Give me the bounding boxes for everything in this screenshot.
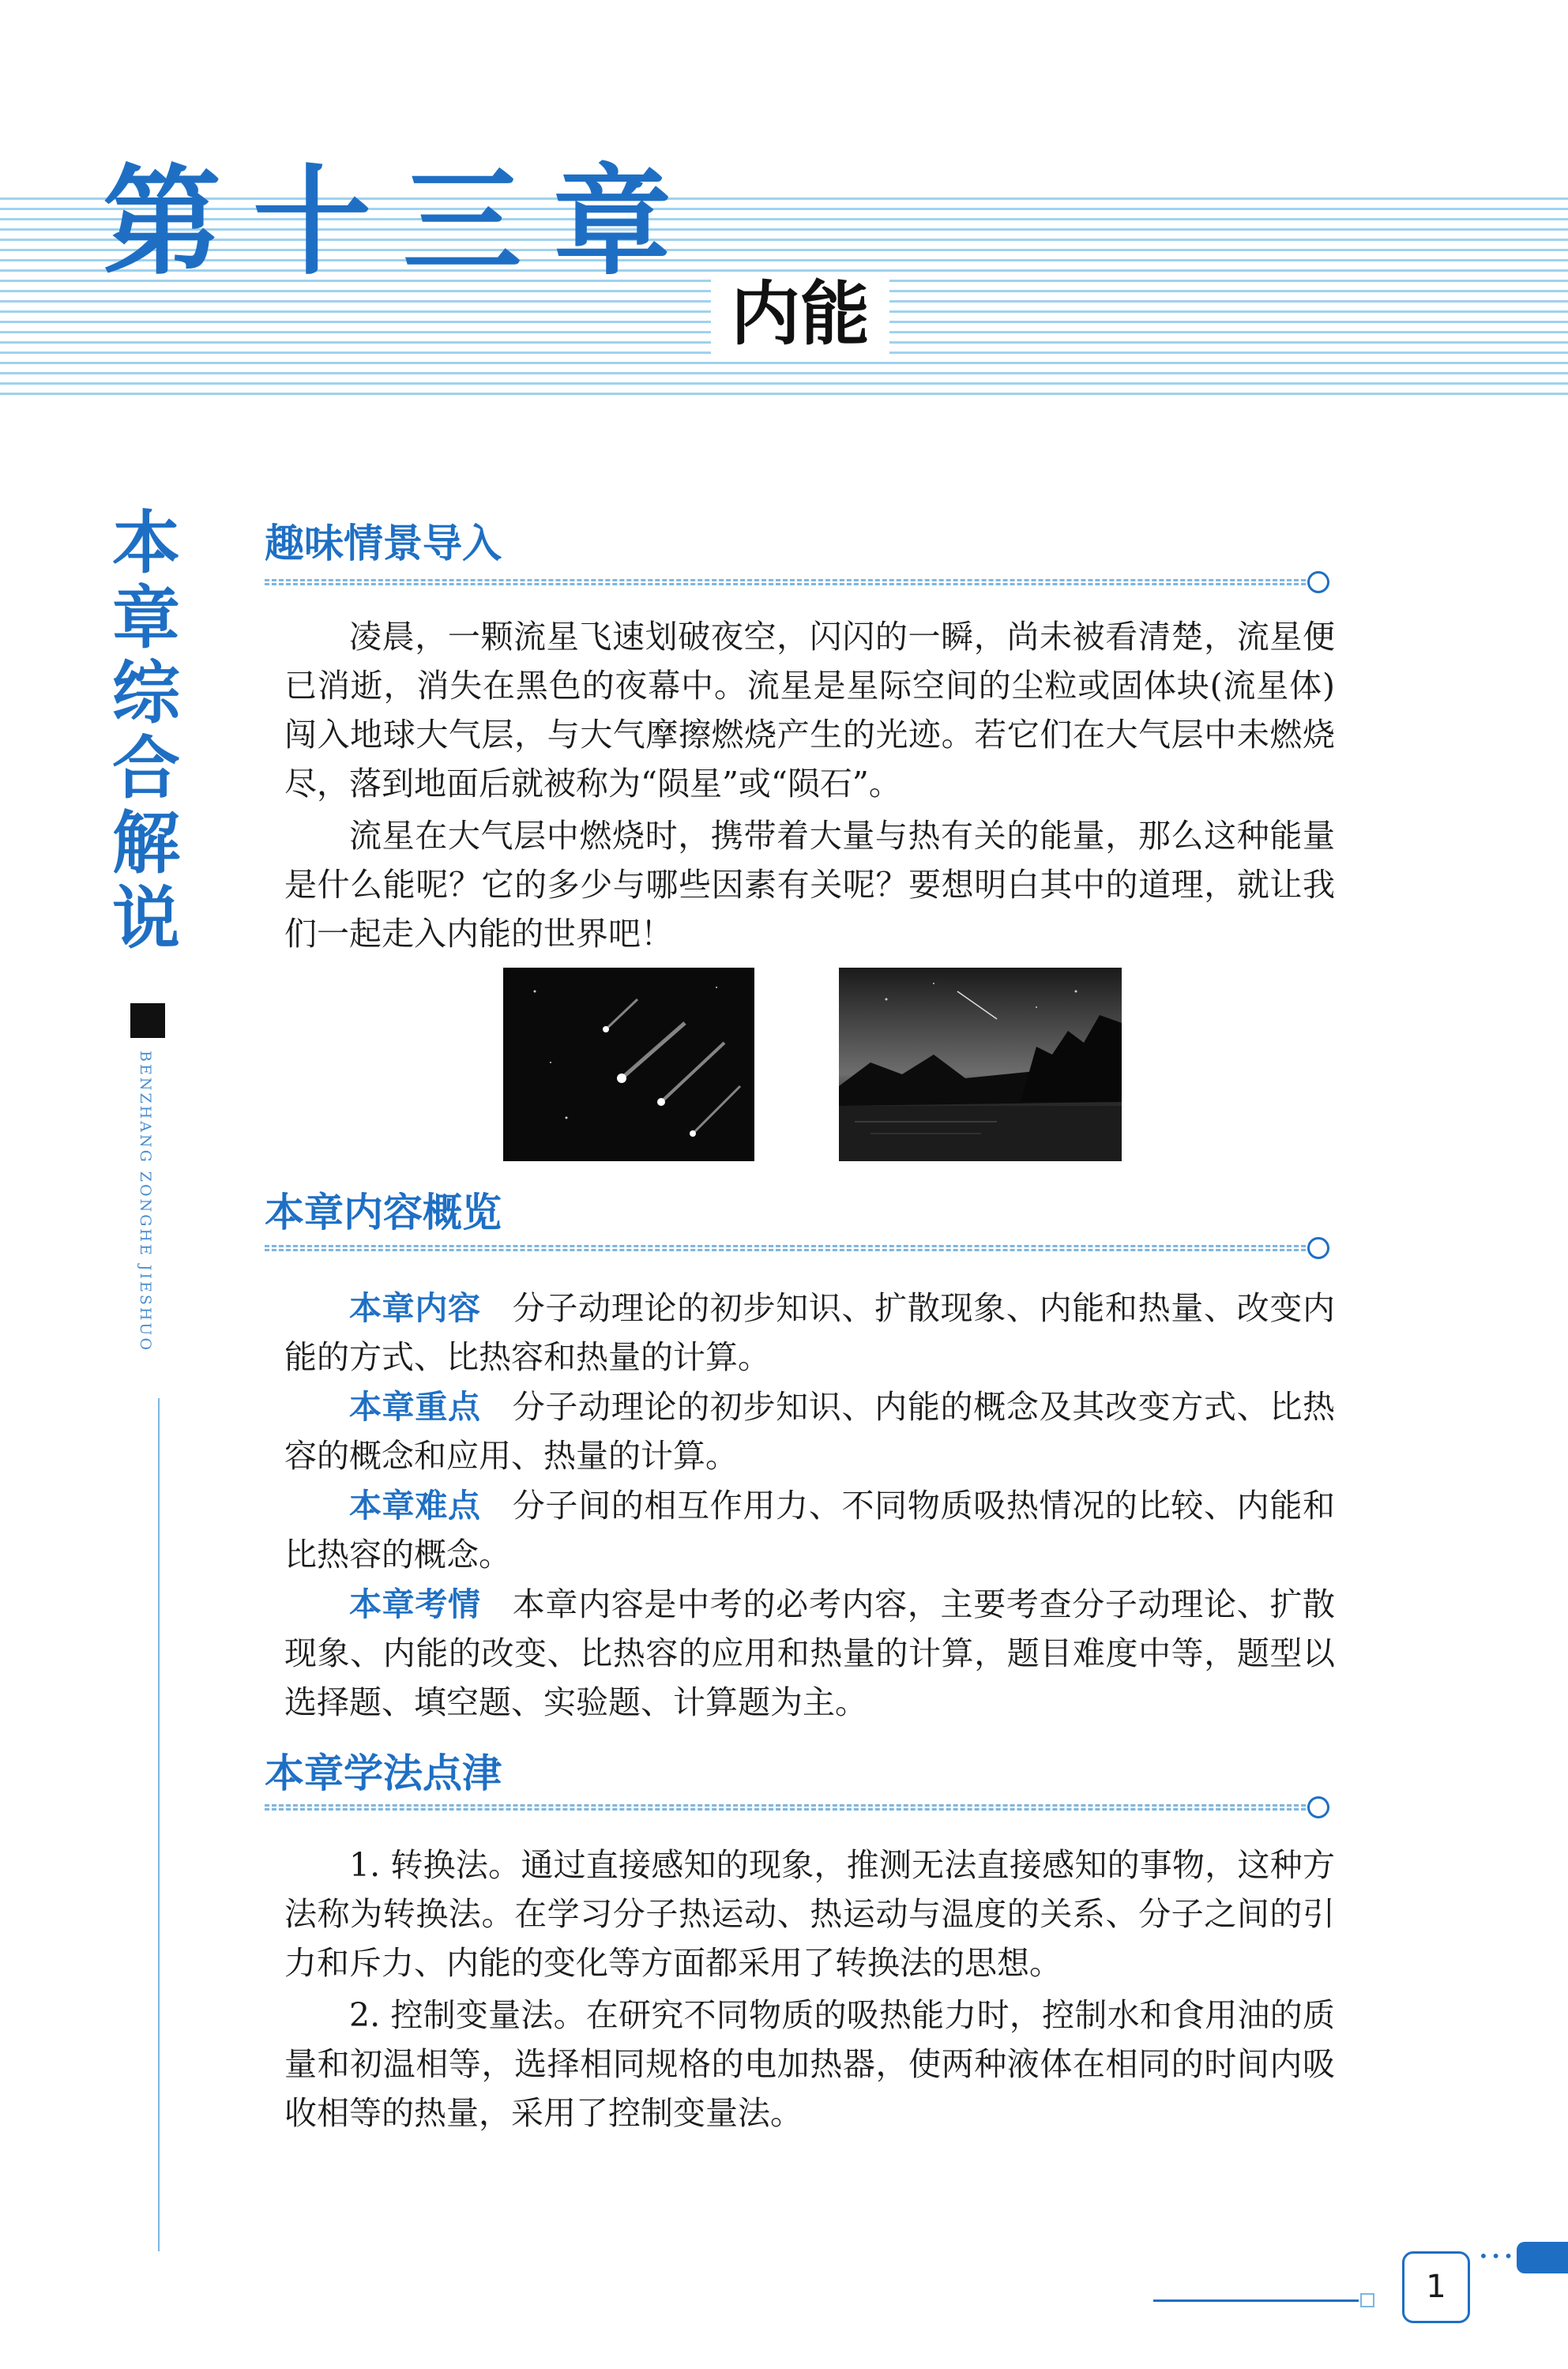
methods-paragraph-2: 2. 控制变量法。在研究不同物质的吸热能力时，控制水和食用油的质量和初温相等，选择相同规格的电加热器，使两种液体在相同的时间内吸收相等的热量，采用了控制变量法。	[284, 1996, 1335, 2132]
intro-heading: 趣味情景导入	[265, 520, 502, 566]
overview-text-key-points: 分子动理论的初步知识、内能的概念及其改变方式、比热容的概念和应用、热量的计算。	[284, 1388, 1336, 1475]
sidebar-rule	[158, 1398, 160, 2251]
chapter-title: 第十三章	[103, 154, 704, 291]
overview-text-exam: 本章内容是中考的必考内容，主要考查分子动理论、扩散现象、内能的改变、比热容的应用和热量的计算，题目难度中等，题型以选择题、填空题、实验题、计算题为主。	[284, 1585, 1336, 1721]
sidebar-pinyin: BENZHANG ZONGHE JIESHUO	[137, 1051, 154, 1353]
footer-square	[1360, 2293, 1374, 2307]
overview-label-content: 本章内容	[349, 1289, 481, 1327]
overview-heading-divider	[265, 1245, 1306, 1251]
footer-dots: •••	[1479, 2247, 1517, 2266]
methods-heading-divider	[265, 1804, 1306, 1811]
overview-item-exam	[284, 1580, 1335, 1727]
intro-paragraph-1: 凌晨，一颗流星飞速划破夜空，闪闪的一瞬，尚未被看清楚，流星便已消逝，消失在黑色的夜幕中。流星是星际空间的尘粒或固体块(流星体)闯入地球大气层，与大气摩擦燃烧产生的光迹。若它们在大气层中未燃烧尽，落到地面后就被称为“陨星”或“陨石”。	[284, 618, 1335, 803]
page-number: 1	[1402, 2251, 1470, 2323]
overview-text-difficulties: 分子间的相互作用力、不同物质吸热情况的比较、内能和比热容的概念。	[284, 1487, 1336, 1574]
methods-heading: 本章学法点津	[265, 1750, 502, 1796]
intro-paragraph-2: 流星在大气层中燃烧时，携带着大量与热有关的能量，那么这种能量是什么能呢？它的多少与哪些因素有关呢？要想明白其中的道理，就让我们一起走入内能的世界吧！	[284, 817, 1335, 953]
methods-divider-end-circle	[1307, 1796, 1329, 1818]
overview-item-content	[284, 1284, 1335, 1382]
overview-item-key-points	[284, 1382, 1335, 1480]
meteor-shower-photo	[503, 968, 754, 1161]
sidebar-square-marker	[130, 1003, 165, 1038]
methods-paragraph-1: 1. 转换法。通过直接感知的现象，推测无法直接感知的事物，这种方法称为转换法。在学习分子热运动、热运动与温度的关系、分子之间的引力和斥力、内能的变化等方面都采用了转换法的思想。	[284, 1846, 1335, 1982]
overview-label-difficulties: 本章难点	[349, 1487, 481, 1525]
overview-label-key-points: 本章重点	[349, 1388, 481, 1426]
footer-rule	[1153, 2299, 1359, 2302]
overview-text-content: 分子动理论的初步知识、扩散现象、内能和热量、改变内能的方式、比热容和热量的计算。	[284, 1289, 1336, 1376]
overview-label-exam: 本章考情	[349, 1585, 481, 1623]
footer-corner-bar	[1517, 2242, 1568, 2273]
intro-heading-divider	[265, 579, 1306, 585]
overview-item-difficulties	[284, 1481, 1335, 1579]
sidebar-title: 本章综合解说	[112, 503, 180, 958]
night-lake-photo	[839, 968, 1122, 1161]
chapter-subtitle: 内能	[711, 273, 889, 356]
intro-divider-end-circle	[1307, 571, 1329, 593]
overview-heading: 本章内容概览	[265, 1189, 502, 1235]
overview-divider-end-circle	[1307, 1237, 1329, 1259]
